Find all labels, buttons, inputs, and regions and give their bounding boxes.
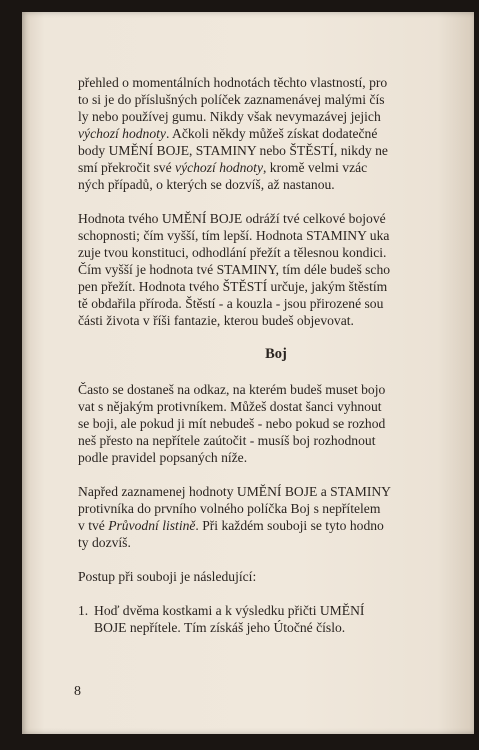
text-line: pen přežít. Hodnota tvého ŠTĚSTÍ určuje, jakým štěstím — [78, 279, 388, 294]
text-line: přehled o momentálních hodnotách těchto vlastností, pro — [78, 75, 388, 90]
paragraph-record-values — [78, 483, 474, 551]
text-line: to si je do příslušných políček zaznamenávej malými čís — [78, 92, 385, 107]
text-line: Čím vyšší je hodnota tvé STAMINY, tím déle budeš scho — [78, 262, 391, 277]
page-number: 8 — [74, 684, 81, 699]
text-line: neš přesto na nepřítele zaútočit - musíš boj rozhodnout — [78, 433, 376, 448]
list-number: 1. — [78, 603, 89, 618]
text-line: ly nebo používej gumu. Nikdy však nevymazávej jejich — [78, 109, 381, 124]
text-line: Hoď dvěma kostkami a k výsledku přičti UMĚNÍ — [94, 603, 365, 618]
text-line: Hodnota tvého UMĚNÍ BOJE odráží tvé celkové bojové — [78, 211, 386, 226]
text-line: vat s nějakým protivníkem. Můžeš dostat šanci vyhnout — [78, 399, 382, 414]
text-line: v tvé Průvodní listině. Při každém souboji se tyto hodno — [78, 518, 384, 533]
text-line: Často se dostaneš na odkaz, na kterém budeš muset bojo — [78, 382, 386, 397]
paragraph-values — [78, 210, 474, 329]
text-line: zuje tvou konstituci, odhodlání přežít a tělesnou kondici. — [78, 245, 387, 260]
text-line: smí překročit své výchozí hodnoty, kromě velmi vzác — [78, 160, 368, 175]
section-heading: Boj — [265, 346, 287, 362]
text-line: se boji, ale pokud ji mít nebudeš - nebo pokud se rozhod — [78, 416, 386, 431]
paragraph-combat-intro — [78, 381, 474, 466]
text-line: Postup při souboji je následující: — [78, 569, 257, 584]
text-line: ných případů, o kterých se dozvíš, až nastanou. — [78, 177, 335, 192]
text-line: BOJE nepřítele. Tím získáš jeho Útočné číslo. — [94, 620, 346, 635]
text-line: části života v říši fantazie, kterou budeš objevovat. — [78, 313, 354, 328]
text-line: ty dozvíš. — [78, 535, 131, 550]
paragraph-attributes — [78, 74, 474, 193]
book-page — [22, 12, 474, 734]
text-line: protivníka do prvního volného políčka Boj s nepřítelem — [78, 501, 381, 516]
paragraph-procedure — [78, 568, 474, 585]
text-line: Napřed zaznamenej hodnoty UMĚNÍ BOJE a STAMINY — [78, 484, 392, 499]
page-content — [78, 74, 474, 636]
text-line: výchozí hodnoty. Ačkoli někdy můžeš získat dodatečné — [78, 126, 378, 141]
text-line: schopnosti; čím vyšší, tím lepší. Hodnota STAMINY uka — [78, 228, 390, 243]
text-line: podle pravidel popsaných níže. — [78, 450, 248, 465]
text-line: tě obdařila příroda. Štěstí - a kouzla - jsou přirozené sou — [78, 296, 384, 311]
text-line: body UMĚNÍ BOJE, STAMINY nebo ŠTĚSTÍ, nikdy ne — [78, 143, 388, 158]
list-item — [78, 602, 474, 636]
